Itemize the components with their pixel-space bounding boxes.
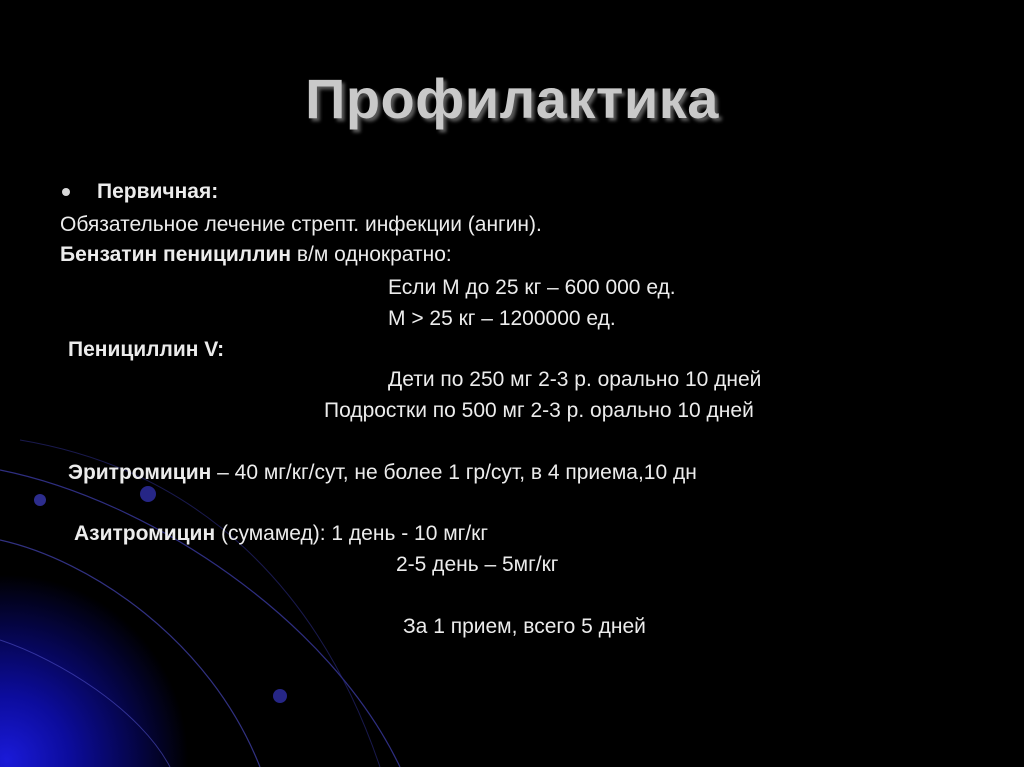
decoration-dot [34,494,46,506]
benzathine-drug: Бензатин пенициллин [60,243,292,266]
erythromycin-drug: Эритромицин [68,461,212,484]
decoration-dot [140,486,156,502]
penicillin-v-drug: Пенициллин V: [68,338,225,361]
azithromycin-drug: Азитромицин [74,522,216,545]
benzathine-line [60,243,452,267]
page-title: Профилактика [305,67,719,130]
primary-heading: Первичная: [97,180,219,203]
azithromycin-rest: (сумамед): 1 день - 10 мг/кг [215,522,489,545]
benzathine-dose-gt25: М > 25 кг – 1200000 ед. [388,307,616,330]
penicillin-v-children: Дети по 250 мг 2-3 р. орально 10 дней [388,368,762,391]
azithromycin-days-2-5: 2-5 день – 5мг/кг [396,553,559,576]
decoration-dot [273,689,287,703]
benzathine-dose-lt25: Если М до 25 кг – 600 000 ед. [388,276,676,299]
benzathine-rest: в/м однократно: [291,243,452,266]
erythromycin-rest: – 40 мг/кг/сут, не более 1 гр/сут, в 4 приема,10 дн [211,461,697,484]
azithromycin-line [74,522,488,546]
primary-text: Обязательное лечение стрепт. инфекции (ангин). [60,213,542,236]
azithromycin-summary: За 1 прием, всего 5 дней [403,615,646,638]
bullet-icon [62,188,70,196]
penicillin-v-teens: Подростки по 500 мг 2-3 р. орально 10 дней [324,399,754,422]
erythromycin-line [68,461,697,485]
